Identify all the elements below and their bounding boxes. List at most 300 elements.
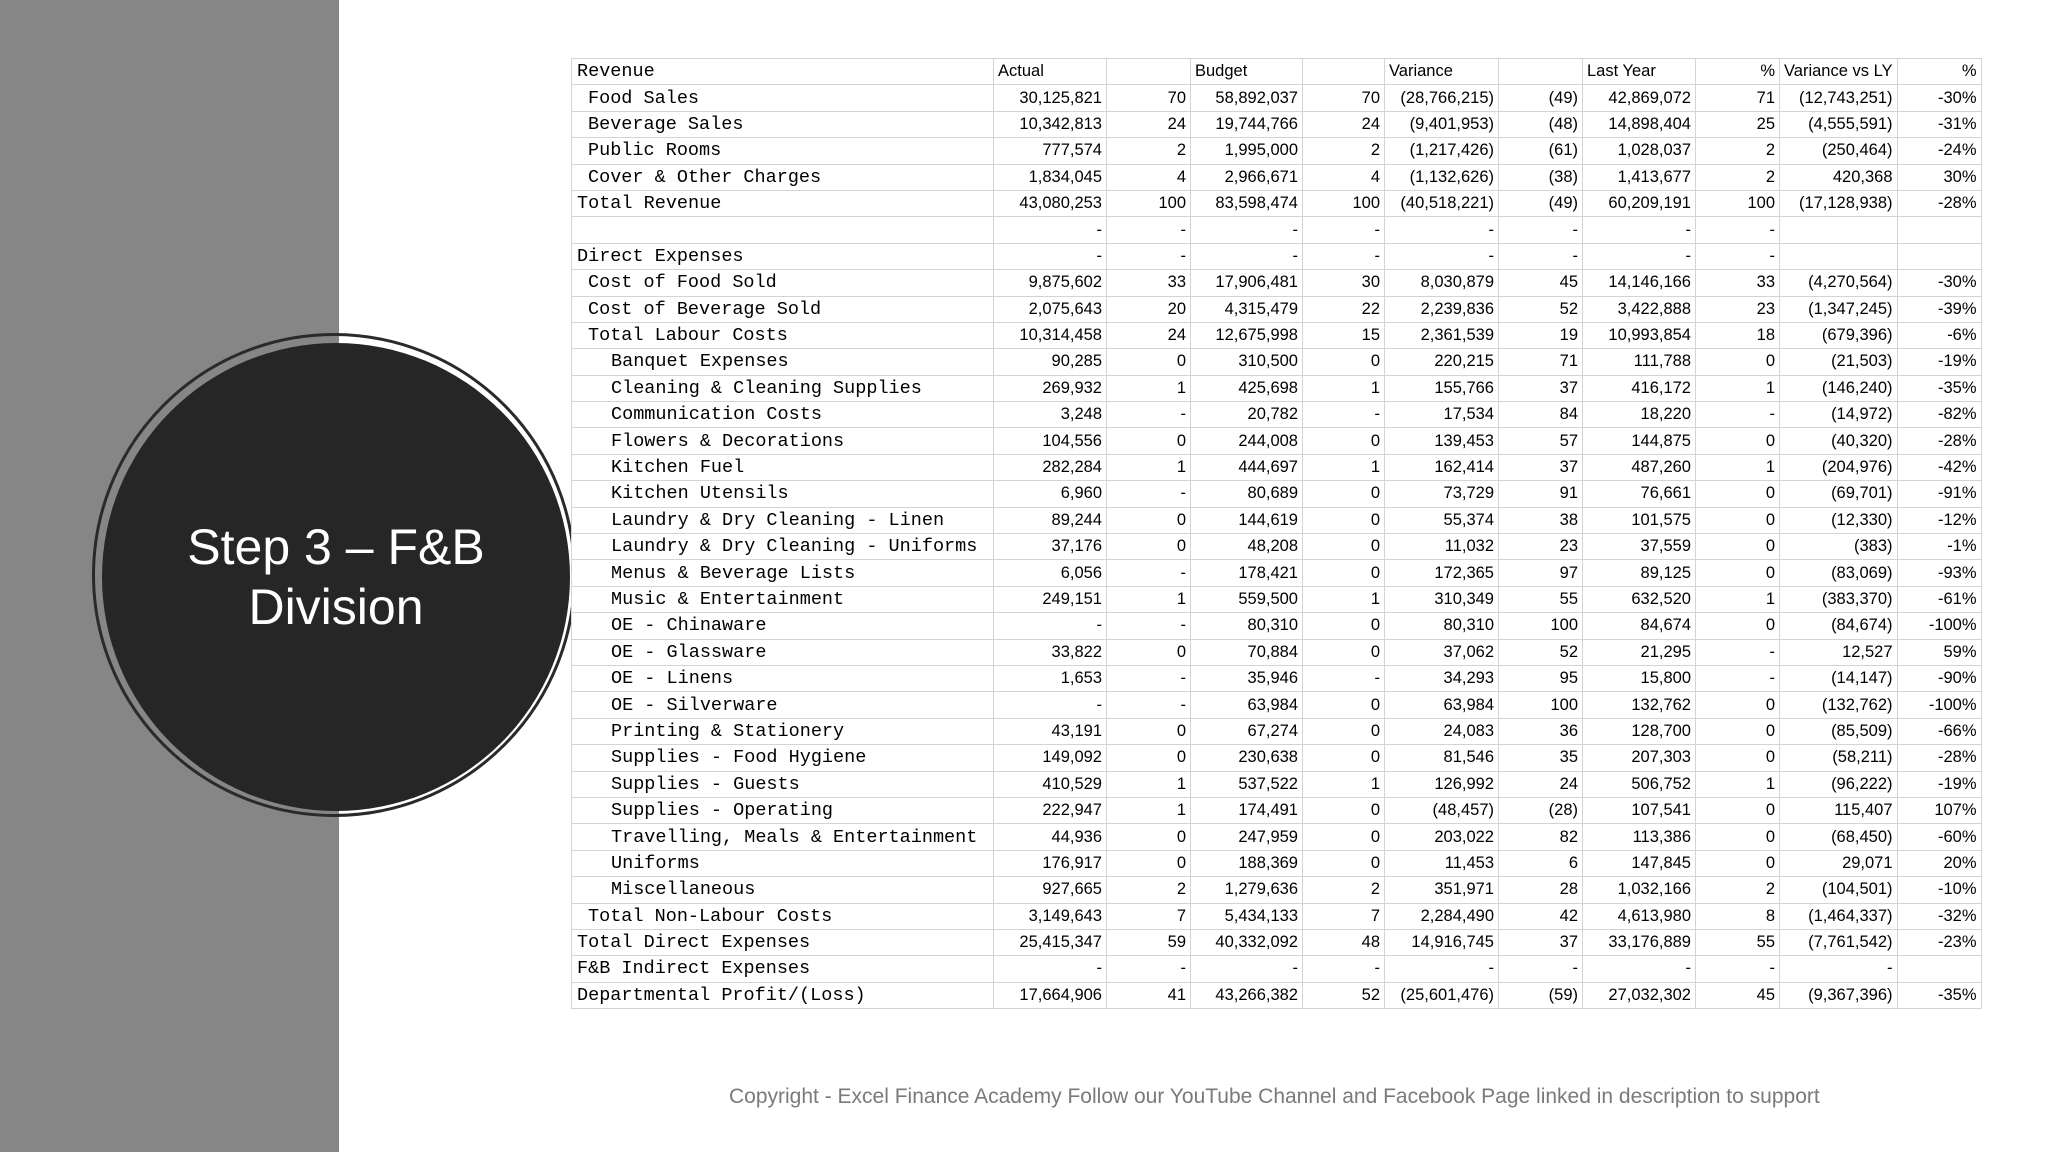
table-cell: 632,520 <box>1583 586 1696 612</box>
table-cell: 15,800 <box>1583 665 1696 691</box>
table-cell: (84,674) <box>1780 613 1898 639</box>
table-cell: 48 <box>1303 929 1385 955</box>
table-cell: 1,279,636 <box>1191 877 1303 903</box>
table-cell: 21,295 <box>1583 639 1696 665</box>
row-label: Food Sales <box>572 85 994 111</box>
table-cell: 310,349 <box>1385 586 1499 612</box>
table-cell: - <box>1303 217 1385 243</box>
table-cell: -28% <box>1897 428 1981 454</box>
table-cell <box>1780 243 1898 269</box>
table-body <box>572 59 1982 1009</box>
table-cell: -24% <box>1897 138 1981 164</box>
table-row <box>572 375 1982 401</box>
table-cell: 506,752 <box>1583 771 1696 797</box>
table-cell: 44,936 <box>994 824 1107 850</box>
table-cell: 1 <box>1696 586 1780 612</box>
table-cell: 84,674 <box>1583 613 1696 639</box>
table-cell: 57 <box>1499 428 1583 454</box>
row-label: Travelling, Meals & Entertainment <box>572 824 994 850</box>
table-cell: 24 <box>1107 322 1191 348</box>
table-cell: 2 <box>1107 877 1191 903</box>
table-cell: 24,083 <box>1385 718 1499 744</box>
table-cell: 178,421 <box>1191 560 1303 586</box>
row-label: OE - Linens <box>572 665 994 691</box>
table-cell: 37,062 <box>1385 639 1499 665</box>
table-row <box>572 534 1982 560</box>
table-cell: (21,503) <box>1780 349 1898 375</box>
table-cell: (204,976) <box>1780 454 1898 480</box>
table-cell: 90,285 <box>994 349 1107 375</box>
table-cell: (61) <box>1499 138 1583 164</box>
table-cell: (40,320) <box>1780 428 1898 454</box>
fb-division-pl-table <box>571 58 1982 1009</box>
table-cell: 0 <box>1696 428 1780 454</box>
table-cell: 45 <box>1696 982 1780 1008</box>
row-label: Menus & Beverage Lists <box>572 560 994 586</box>
table-cell: - <box>1385 956 1499 982</box>
table-cell: 144,619 <box>1191 507 1303 533</box>
column-header: Actual <box>994 59 1107 85</box>
column-header: Revenue <box>572 59 994 85</box>
table-cell: -19% <box>1897 771 1981 797</box>
table-cell: 101,575 <box>1583 507 1696 533</box>
table-row <box>572 718 1982 744</box>
table-cell: 25,415,347 <box>994 929 1107 955</box>
table-cell: 1 <box>1696 454 1780 480</box>
table-cell: 927,665 <box>994 877 1107 903</box>
table-row <box>572 454 1982 480</box>
row-label: Supplies - Food Hygiene <box>572 745 994 771</box>
table-cell: 1,834,045 <box>994 164 1107 190</box>
table-cell: 269,932 <box>994 375 1107 401</box>
table-cell: 14,146,166 <box>1583 270 1696 296</box>
title-circle <box>102 343 570 811</box>
table-cell: (1,347,245) <box>1780 296 1898 322</box>
column-header <box>1499 59 1583 85</box>
row-label: Printing & Stationery <box>572 718 994 744</box>
table-cell: 128,700 <box>1583 718 1696 744</box>
table-cell: 70 <box>1107 85 1191 111</box>
row-label: Cleaning & Cleaning Supplies <box>572 375 994 401</box>
row-label: Departmental Profit/(Loss) <box>572 982 994 1008</box>
table-cell: 80,689 <box>1191 481 1303 507</box>
table-row <box>572 560 1982 586</box>
table-row <box>572 639 1982 665</box>
table-cell: 162,414 <box>1385 454 1499 480</box>
table-cell: 203,022 <box>1385 824 1499 850</box>
table-cell: 1 <box>1696 771 1780 797</box>
table-cell: 17,664,906 <box>994 982 1107 1008</box>
table-cell: 139,453 <box>1385 428 1499 454</box>
table-cell: 18 <box>1696 322 1780 348</box>
table-cell: 84 <box>1499 402 1583 428</box>
table-cell: 42 <box>1499 903 1583 929</box>
table-cell: 0 <box>1303 481 1385 507</box>
table-cell: 247,959 <box>1191 824 1303 850</box>
table-cell: 12,675,998 <box>1191 322 1303 348</box>
table-cell: 42,869,072 <box>1583 85 1696 111</box>
table-cell: 8 <box>1696 903 1780 929</box>
table-cell: 36 <box>1499 718 1583 744</box>
table-row <box>572 877 1982 903</box>
table-cell: 25 <box>1696 111 1780 137</box>
table-cell: -19% <box>1897 349 1981 375</box>
table-cell: 126,992 <box>1385 771 1499 797</box>
table-cell: 0 <box>1303 692 1385 718</box>
table-cell: 100 <box>1499 613 1583 639</box>
table-cell: - <box>1696 956 1780 982</box>
table-cell: 8,030,879 <box>1385 270 1499 296</box>
table-cell: - <box>1191 243 1303 269</box>
table-cell: 0 <box>1696 692 1780 718</box>
row-label: Cost of Beverage Sold <box>572 296 994 322</box>
table-cell: (1,464,337) <box>1780 903 1898 929</box>
table-cell: (132,762) <box>1780 692 1898 718</box>
table-cell: - <box>1107 692 1191 718</box>
table-cell: 537,522 <box>1191 771 1303 797</box>
row-label: Beverage Sales <box>572 111 994 137</box>
table-cell: 111,788 <box>1583 349 1696 375</box>
table-cell: 0 <box>1303 824 1385 850</box>
table-cell: 147,845 <box>1583 850 1696 876</box>
table-cell: (48,457) <box>1385 797 1499 823</box>
table-cell: 7 <box>1303 903 1385 929</box>
table-cell: 1,995,000 <box>1191 138 1303 164</box>
table-cell: - <box>1107 402 1191 428</box>
table-cell: 0 <box>1107 534 1191 560</box>
table-cell: -100% <box>1897 613 1981 639</box>
row-label: Cost of Food Sold <box>572 270 994 296</box>
table-cell: -42% <box>1897 454 1981 480</box>
column-header: Budget <box>1191 59 1303 85</box>
table-cell: (85,509) <box>1780 718 1898 744</box>
table-row <box>572 929 1982 955</box>
table-cell: - <box>994 692 1107 718</box>
row-label: Banquet Expenses <box>572 349 994 375</box>
table-row <box>572 138 1982 164</box>
table-cell: 0 <box>1303 349 1385 375</box>
table-row <box>572 349 1982 375</box>
table-cell: 0 <box>1696 613 1780 639</box>
table-cell: 89,244 <box>994 507 1107 533</box>
table-cell: 35 <box>1499 745 1583 771</box>
table-cell: - <box>1385 243 1499 269</box>
table-cell: 33,176,889 <box>1583 929 1696 955</box>
table-cell: 45 <box>1499 270 1583 296</box>
table-cell: - <box>1191 956 1303 982</box>
table-cell: 1 <box>1696 375 1780 401</box>
table-cell: -30% <box>1897 270 1981 296</box>
table-cell: -35% <box>1897 982 1981 1008</box>
table-cell: 3,149,643 <box>994 903 1107 929</box>
table-cell: 63,984 <box>1191 692 1303 718</box>
table-cell: (28) <box>1499 797 1583 823</box>
table-cell: (59) <box>1499 982 1583 1008</box>
table-cell: 1 <box>1107 797 1191 823</box>
table-cell: (14,147) <box>1780 665 1898 691</box>
table-cell: 23 <box>1696 296 1780 322</box>
table-cell: -31% <box>1897 111 1981 137</box>
table-cell: (383) <box>1780 534 1898 560</box>
table-cell: -28% <box>1897 190 1981 216</box>
row-label: Laundry & Dry Cleaning - Linen <box>572 507 994 533</box>
table-cell: 0 <box>1107 507 1191 533</box>
table-cell: (14,972) <box>1780 402 1898 428</box>
table-cell: 48,208 <box>1191 534 1303 560</box>
table-row <box>572 243 1982 269</box>
row-label: Total Revenue <box>572 190 994 216</box>
table-cell: 0 <box>1696 824 1780 850</box>
table-cell: 70 <box>1303 85 1385 111</box>
table-cell: -90% <box>1897 665 1981 691</box>
table-cell: 30% <box>1897 164 1981 190</box>
table-cell: 73,729 <box>1385 481 1499 507</box>
table-cell: -12% <box>1897 507 1981 533</box>
row-label: Flowers & Decorations <box>572 428 994 454</box>
table-cell: 29,071 <box>1780 850 1898 876</box>
table-cell: 43,191 <box>994 718 1107 744</box>
table-cell: - <box>1583 956 1696 982</box>
table-cell: 95 <box>1499 665 1583 691</box>
table-cell: (1,217,426) <box>1385 138 1499 164</box>
table-cell: 282,284 <box>994 454 1107 480</box>
table-cell: - <box>1696 665 1780 691</box>
table-cell: (12,330) <box>1780 507 1898 533</box>
table-cell: 4,315,479 <box>1191 296 1303 322</box>
table-cell: 559,500 <box>1191 586 1303 612</box>
column-header <box>1107 59 1191 85</box>
table-cell: - <box>1303 956 1385 982</box>
column-header: Last Year <box>1583 59 1696 85</box>
table-cell: - <box>1696 639 1780 665</box>
table-cell <box>1897 243 1981 269</box>
table-cell: 0 <box>1303 639 1385 665</box>
table-cell: 70,884 <box>1191 639 1303 665</box>
table-cell: 0 <box>1107 850 1191 876</box>
table-cell: 0 <box>1696 507 1780 533</box>
table-row <box>572 296 1982 322</box>
row-label: OE - Chinaware <box>572 613 994 639</box>
table-cell: 2 <box>1303 138 1385 164</box>
table-cell: 0 <box>1303 745 1385 771</box>
table-cell: -39% <box>1897 296 1981 322</box>
table-cell: 55 <box>1499 586 1583 612</box>
table-cell: 155,766 <box>1385 375 1499 401</box>
table-cell: 55,374 <box>1385 507 1499 533</box>
table-cell: 58,892,037 <box>1191 85 1303 111</box>
table-cell: 207,303 <box>1583 745 1696 771</box>
row-label: Uniforms <box>572 850 994 876</box>
row-label: Kitchen Utensils <box>572 481 994 507</box>
table-cell: 52 <box>1499 639 1583 665</box>
table-cell: -32% <box>1897 903 1981 929</box>
table-cell: 80,310 <box>1385 613 1499 639</box>
table-cell: -100% <box>1897 692 1981 718</box>
table-cell: 1 <box>1303 771 1385 797</box>
table-cell: -10% <box>1897 877 1981 903</box>
table-cell: 76,661 <box>1583 481 1696 507</box>
table-cell: 17,534 <box>1385 402 1499 428</box>
table-cell: 410,529 <box>994 771 1107 797</box>
table-cell: 2,239,836 <box>1385 296 1499 322</box>
table-cell: 2 <box>1696 164 1780 190</box>
table-cell: 425,698 <box>1191 375 1303 401</box>
table-cell: 1 <box>1107 771 1191 797</box>
table-cell: 60,209,191 <box>1583 190 1696 216</box>
table-cell: 0 <box>1303 850 1385 876</box>
table-cell: 0 <box>1696 745 1780 771</box>
table-cell: 19 <box>1499 322 1583 348</box>
table-row <box>572 481 1982 507</box>
table-cell: 59 <box>1107 929 1191 955</box>
table-cell: 149,092 <box>994 745 1107 771</box>
table-cell: 37 <box>1499 929 1583 955</box>
table-cell: - <box>1303 665 1385 691</box>
table-cell: -61% <box>1897 586 1981 612</box>
table-cell: 0 <box>1303 718 1385 744</box>
table-cell: 17,906,481 <box>1191 270 1303 296</box>
table-row <box>572 217 1982 243</box>
table-cell <box>1897 956 1981 982</box>
table-cell: 777,574 <box>994 138 1107 164</box>
table-cell: 71 <box>1499 349 1583 375</box>
table-cell: 487,260 <box>1583 454 1696 480</box>
table-cell: 14,916,745 <box>1385 929 1499 955</box>
table-cell: 41 <box>1107 982 1191 1008</box>
table-cell: 67,274 <box>1191 718 1303 744</box>
table-cell: 22 <box>1303 296 1385 322</box>
table-cell: 104,556 <box>994 428 1107 454</box>
table-cell: 33,822 <box>994 639 1107 665</box>
row-label: Total Direct Expenses <box>572 929 994 955</box>
table-cell: 220,215 <box>1385 349 1499 375</box>
row-label <box>572 217 994 243</box>
table-cell: 222,947 <box>994 797 1107 823</box>
table-cell: - <box>1780 956 1898 982</box>
table-cell: - <box>1107 481 1191 507</box>
table-cell: 37 <box>1499 375 1583 401</box>
row-label: Supplies - Guests <box>572 771 994 797</box>
table-cell: 7 <box>1107 903 1191 929</box>
row-label: Total Non-Labour Costs <box>572 903 994 929</box>
table-cell: 97 <box>1499 560 1583 586</box>
table-cell: 15 <box>1303 322 1385 348</box>
table-cell: 9,875,602 <box>994 270 1107 296</box>
table-cell: 1,028,037 <box>1583 138 1696 164</box>
table-cell: 2,284,490 <box>1385 903 1499 929</box>
table-cell: (58,211) <box>1780 745 1898 771</box>
table-row <box>572 982 1982 1008</box>
table-cell: 6 <box>1499 850 1583 876</box>
table-cell: 37,176 <box>994 534 1107 560</box>
row-label: F&B Indirect Expenses <box>572 956 994 982</box>
table-cell: (28,766,215) <box>1385 85 1499 111</box>
table-cell: -1% <box>1897 534 1981 560</box>
table-cell: 1 <box>1107 375 1191 401</box>
row-label: Public Rooms <box>572 138 994 164</box>
table-cell: - <box>1499 956 1583 982</box>
row-label: Kitchen Fuel <box>572 454 994 480</box>
table-cell: - <box>1303 402 1385 428</box>
table-cell: 81,546 <box>1385 745 1499 771</box>
table-cell: (68,450) <box>1780 824 1898 850</box>
table-cell: 0 <box>1107 745 1191 771</box>
table-cell: 0 <box>1107 428 1191 454</box>
table-cell: 1 <box>1107 454 1191 480</box>
table-cell: 23 <box>1499 534 1583 560</box>
table-cell: (4,555,591) <box>1780 111 1898 137</box>
table-cell: 2 <box>1696 877 1780 903</box>
table-cell: -28% <box>1897 745 1981 771</box>
table-row <box>572 956 1982 982</box>
table-cell: 4 <box>1107 164 1191 190</box>
table-cell: - <box>1385 217 1499 243</box>
table-cell: -6% <box>1897 322 1981 348</box>
column-header: Variance <box>1385 59 1499 85</box>
table-cell: (146,240) <box>1780 375 1898 401</box>
row-label: Miscellaneous <box>572 877 994 903</box>
table-cell: 82 <box>1499 824 1583 850</box>
table-cell: - <box>1696 402 1780 428</box>
table-cell: (38) <box>1499 164 1583 190</box>
row-label: OE - Glassware <box>572 639 994 665</box>
table-cell: 0 <box>1696 560 1780 586</box>
table-cell: (49) <box>1499 85 1583 111</box>
table-cell: 10,342,813 <box>994 111 1107 137</box>
table-cell: 1,413,677 <box>1583 164 1696 190</box>
row-label: Laundry & Dry Cleaning - Uniforms <box>572 534 994 560</box>
table-row <box>572 692 1982 718</box>
table-cell: 2 <box>1696 138 1780 164</box>
table-cell: 11,032 <box>1385 534 1499 560</box>
table-cell: 420,368 <box>1780 164 1898 190</box>
table-cell: 1 <box>1107 586 1191 612</box>
table-cell: 1 <box>1303 375 1385 401</box>
table-row <box>572 771 1982 797</box>
table-row <box>572 190 1982 216</box>
table-cell: 0 <box>1696 349 1780 375</box>
row-label: Cover & Other Charges <box>572 164 994 190</box>
table-cell: 37,559 <box>1583 534 1696 560</box>
table-row <box>572 85 1982 111</box>
table-cell: 132,762 <box>1583 692 1696 718</box>
table-cell: 2 <box>1107 138 1191 164</box>
table-cell: -91% <box>1897 481 1981 507</box>
table-cell: 6,056 <box>994 560 1107 586</box>
table-cell: 40,332,092 <box>1191 929 1303 955</box>
table-cell: 0 <box>1696 534 1780 560</box>
table-cell: 2,075,643 <box>994 296 1107 322</box>
table-row <box>572 507 1982 533</box>
table-cell: - <box>994 217 1107 243</box>
table-cell: 6,960 <box>994 481 1107 507</box>
table-cell: 416,172 <box>1583 375 1696 401</box>
table-row <box>572 824 1982 850</box>
table-cell: (25,601,476) <box>1385 982 1499 1008</box>
table-row <box>572 903 1982 929</box>
table-cell: 59% <box>1897 639 1981 665</box>
table-cell: 28 <box>1499 877 1583 903</box>
table-cell: 24 <box>1107 111 1191 137</box>
table-cell: -60% <box>1897 824 1981 850</box>
table-cell: - <box>1303 243 1385 269</box>
table-cell: 107% <box>1897 797 1981 823</box>
table-cell: 10,993,854 <box>1583 322 1696 348</box>
table-cell: 11,453 <box>1385 850 1499 876</box>
table-cell: 30 <box>1303 270 1385 296</box>
table-cell: 174,491 <box>1191 797 1303 823</box>
table-cell: 30,125,821 <box>994 85 1107 111</box>
